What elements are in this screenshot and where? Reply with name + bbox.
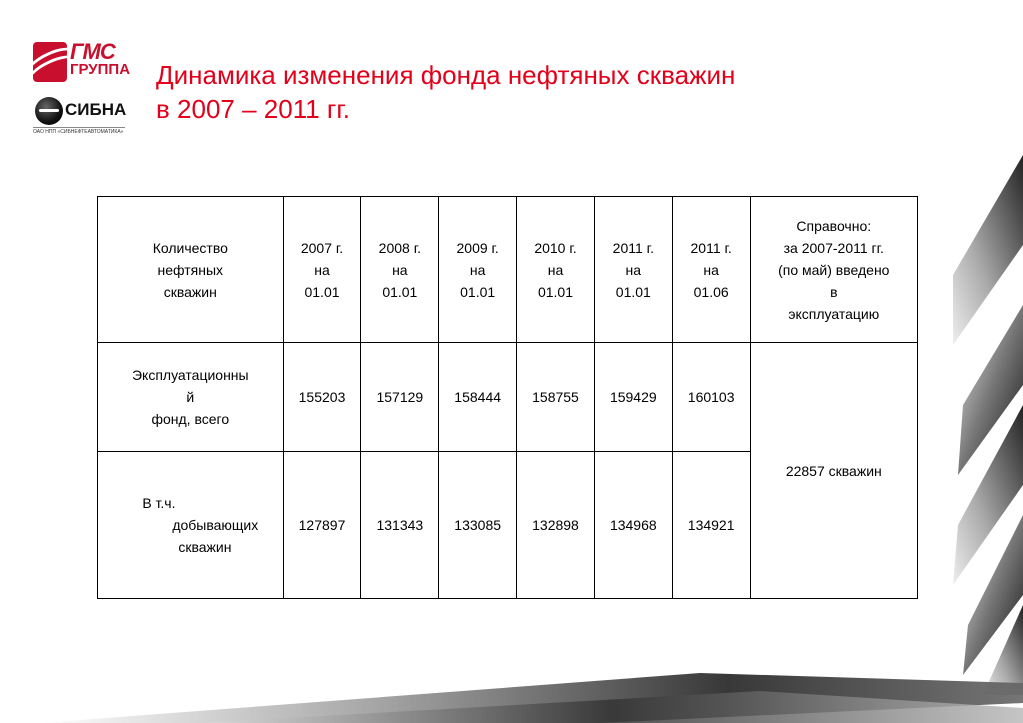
gms-logo-subtext: ГРУППА: [70, 61, 131, 78]
header-year-2010: 2010 г. на 01.01: [517, 197, 595, 343]
decorative-swoosh-right: [953, 155, 1023, 695]
header-year-2007: 2007 г. на 01.01: [283, 197, 361, 343]
table-cell: 158444: [439, 343, 517, 451]
table-cell: 160103: [672, 343, 750, 451]
oil-wells-table: [97, 196, 918, 599]
header-year-2011-jun: 2011 г. на 01.06: [672, 197, 750, 343]
table-cell: 157129: [361, 343, 439, 451]
table-cell: 134921: [672, 451, 750, 598]
header-year-2009: 2009 г. на 01.01: [439, 197, 517, 343]
table-cell: 127897: [283, 451, 361, 598]
sibna-logo: [33, 96, 127, 138]
table-row: [98, 343, 918, 451]
table-cell: 134968: [594, 451, 672, 598]
table-cell: 133085: [439, 451, 517, 598]
header-year-2008: 2008 г. на 01.01: [361, 197, 439, 343]
gms-logo-text: ГМС: [70, 39, 115, 64]
reference-value-cell: 22857 скважин: [750, 343, 917, 599]
table-cell: 131343: [361, 451, 439, 598]
table-cell: 155203: [283, 343, 361, 451]
slide-title: [156, 58, 735, 126]
table-cell: 158755: [517, 343, 595, 451]
header-year-2011-jan: 2011 г. на 01.01: [594, 197, 672, 343]
decorative-swoosh-bottom: [0, 663, 1023, 723]
gms-logo-mark-icon: [33, 42, 67, 82]
sibna-globe-icon: [35, 97, 63, 125]
row-label-producing-wells: В т.ч. добывающих скважин: [98, 451, 284, 598]
table-cell: 159429: [594, 343, 672, 451]
header-reference-cell: Справочно: за 2007-2011 гг. (по май) введено в эксплуатацию: [750, 197, 917, 343]
sibna-logo-subtext: ОАО НПП «СИБНЕФТЕАВТОМАТИКА»: [33, 129, 124, 135]
header-label-cell: Количество нефтяных скважин: [98, 197, 284, 343]
row-label-operating-fund: Эксплуатационны й фонд, всего: [98, 343, 284, 451]
slide-title-line-2: в 2007 – 2011 гг.: [156, 94, 350, 124]
slide-title-line-1: Динамика изменения фонда нефтяных скважин: [156, 60, 736, 90]
table-cell: 132898: [517, 451, 595, 598]
sibna-logo-text: СИБНА: [65, 100, 127, 119]
gms-group-logo: [33, 39, 131, 86]
table-header-row: [98, 197, 918, 343]
